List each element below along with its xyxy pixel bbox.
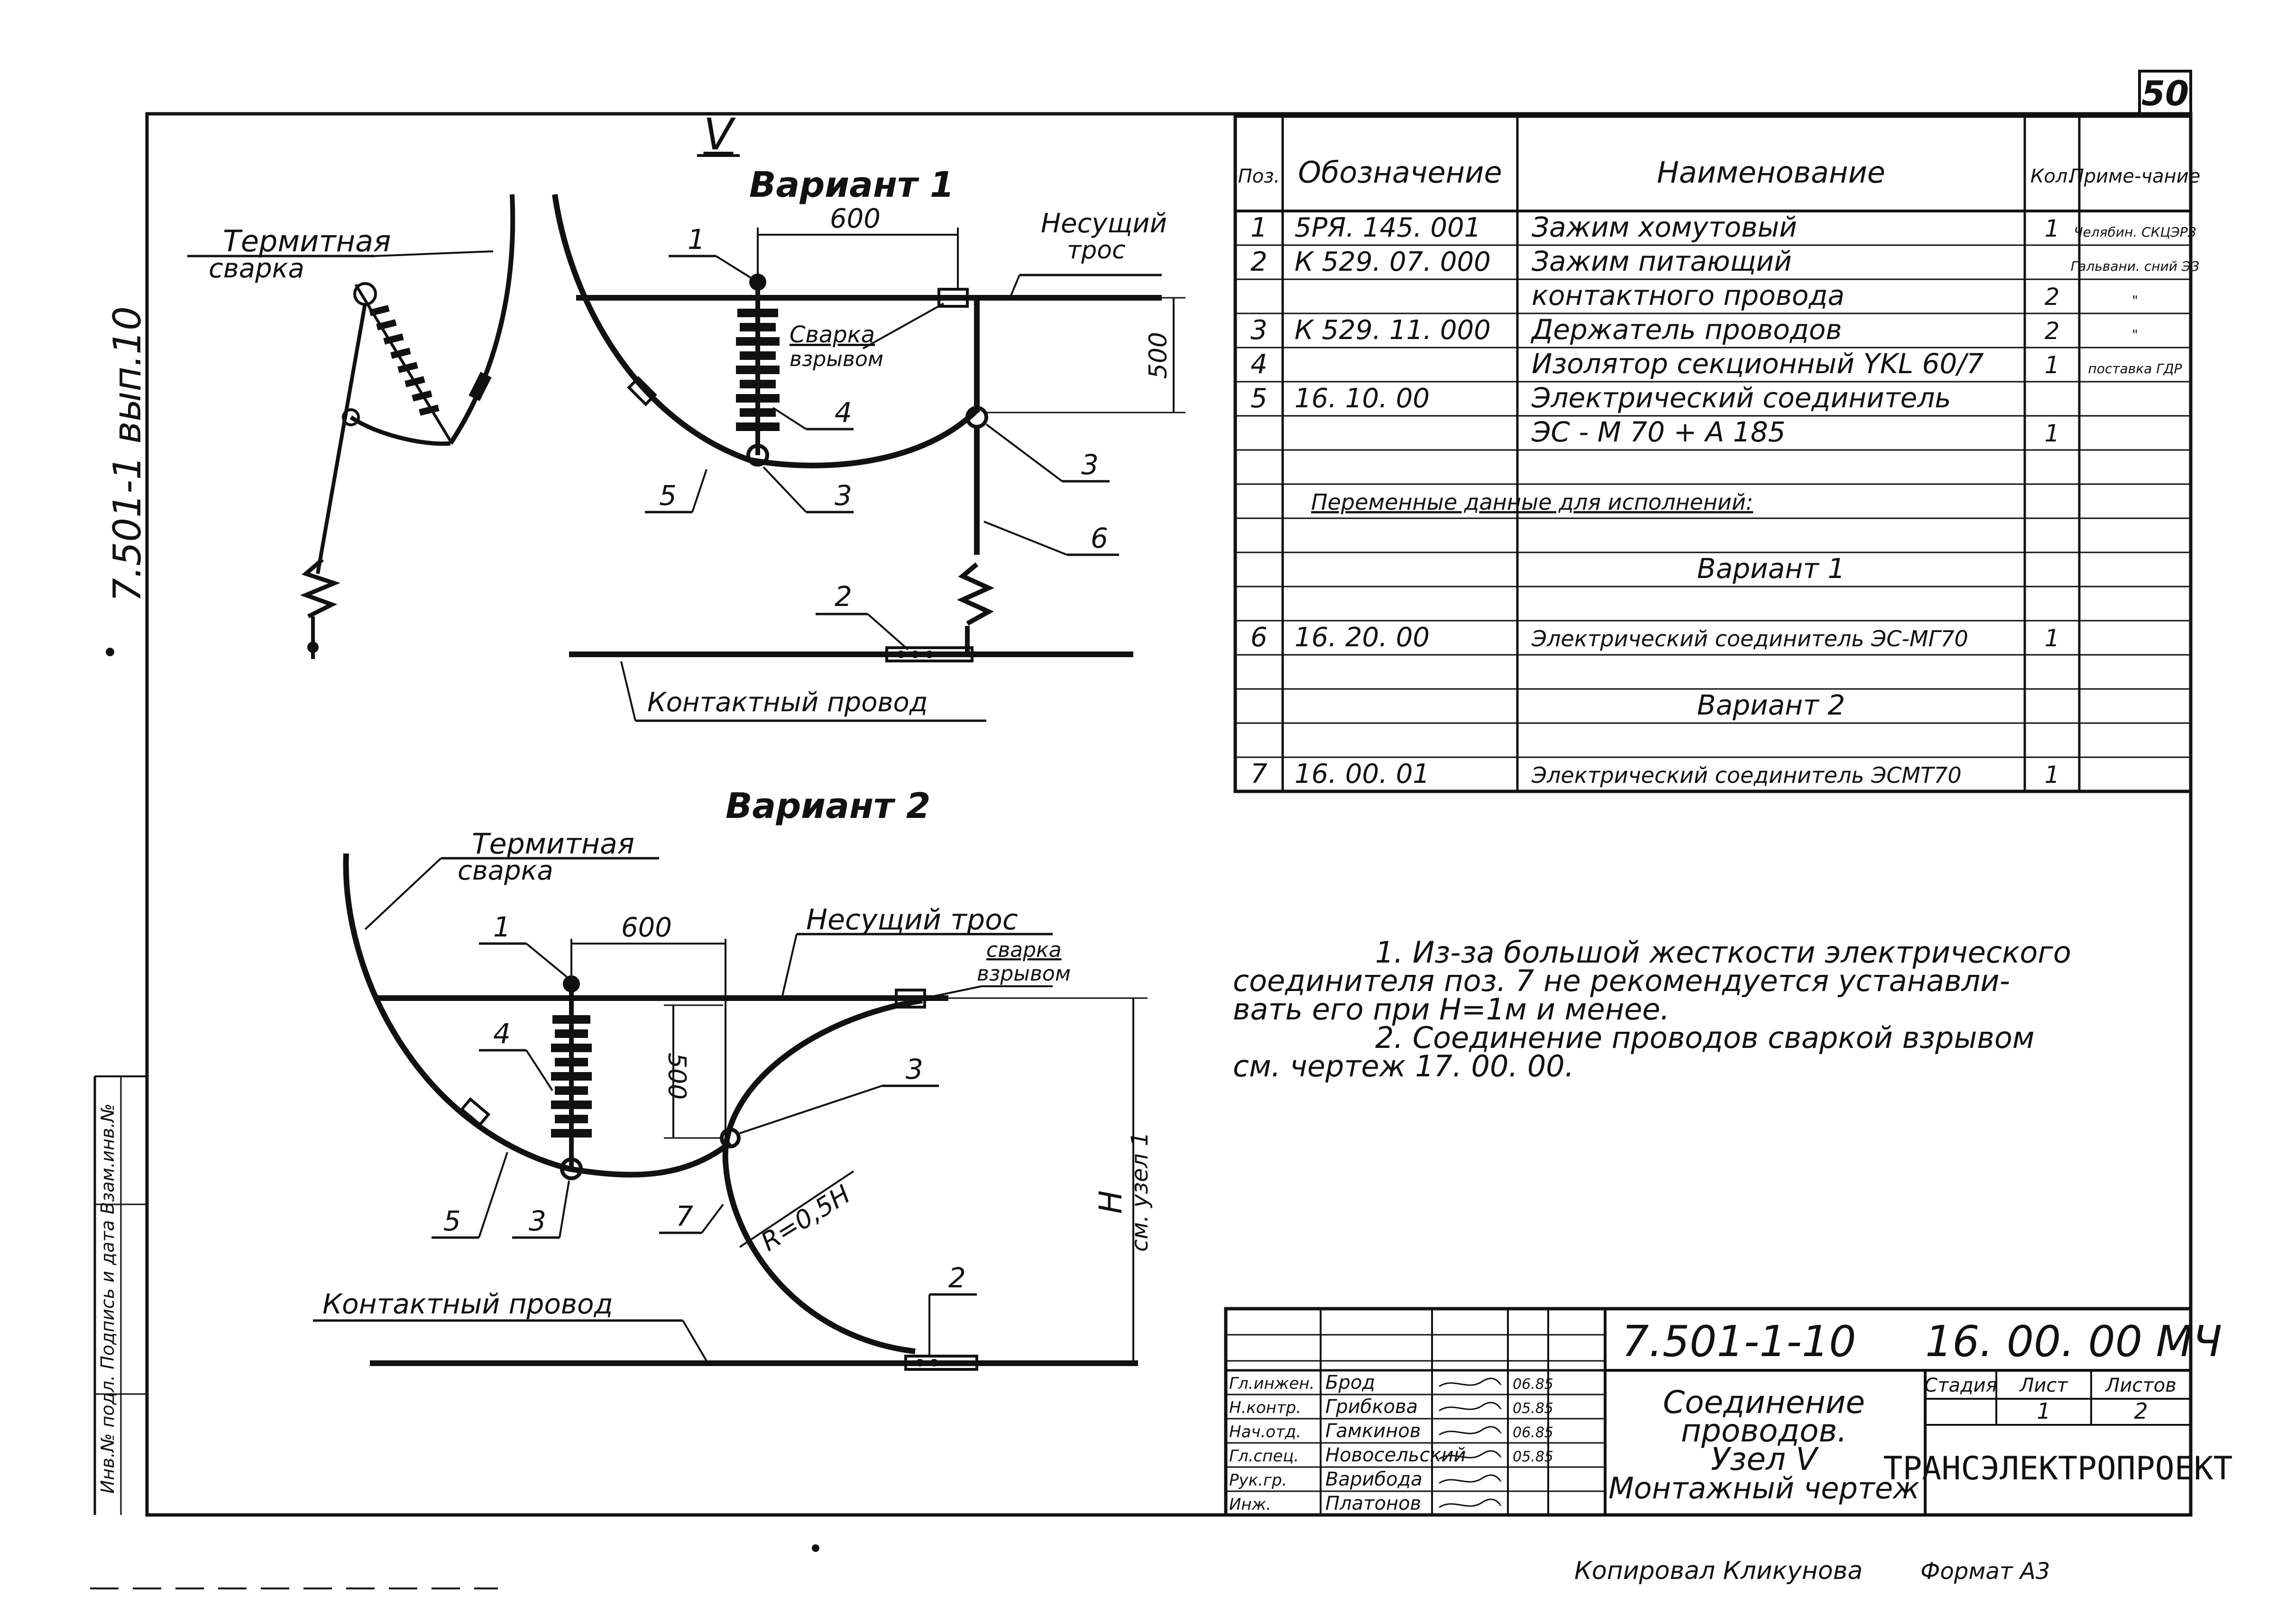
sheet-label: Лист <box>2020 1375 2068 1396</box>
v2-connector-7 <box>726 1000 922 1351</box>
note-1-line-3: вать его при Н=1м и менее. <box>1233 992 1670 1027</box>
v2-pos-3a: 3 <box>906 1053 923 1085</box>
punch-dot <box>106 648 114 656</box>
spec-cell-name: Электрический соединитель <box>1532 382 1951 414</box>
v1-carrier-label: Несущий <box>1041 208 1167 239</box>
spec-cell-pos: 3 <box>1250 315 1267 346</box>
staff-date: 05.85 <box>1513 1400 1553 1417</box>
spec-cell-pos: 1 <box>1250 212 1267 243</box>
title-line-1: Соединение <box>1662 1384 1865 1421</box>
spec-header-0: Поз. <box>1238 165 1280 187</box>
variant2-title: Вариант 2 <box>726 786 931 826</box>
spec-header-2: Наименование <box>1657 155 1885 190</box>
organization: ТРАНСЭЛЕКТРОПРОЕКТ <box>1883 1450 2233 1487</box>
spec-cell-qty: 1 <box>2044 420 2060 447</box>
notes <box>1233 935 2071 1083</box>
v1-explosion-label: Сварка <box>790 321 875 348</box>
left-strip-text: Инв.№ подл. Подпись и дата Взам.инв.№ <box>97 1103 118 1494</box>
signature-mark <box>1439 1499 1501 1507</box>
spec-cell-code: 16. 20. 00 <box>1295 622 1430 653</box>
v2-h-ref: см. узел 1 <box>1127 1131 1153 1252</box>
staff-role: Гл.спец. <box>1229 1447 1299 1466</box>
staff-role: Рук.гр. <box>1229 1471 1287 1490</box>
v2-pos-4: 4 <box>493 1018 511 1050</box>
staff-role: Н.контр. <box>1229 1398 1302 1417</box>
v2-thermit-label: Термитная <box>472 827 634 861</box>
spec-cell-code: К 529. 07. 000 <box>1295 247 1491 277</box>
staff-name: Брод <box>1325 1372 1375 1394</box>
v1-pos-1: 1 <box>688 223 705 256</box>
spec-cell-qty: 1 <box>2044 761 2060 789</box>
v1-dim-500: 500 <box>1144 332 1173 379</box>
spec-cell-qty: 2 <box>2044 317 2060 345</box>
spec-cell-name: Вариант 1 <box>1697 552 1846 585</box>
title-line-3: Узел V <box>1710 1441 1818 1477</box>
v2-contact-label: Контактный провод <box>322 1288 613 1320</box>
sheets-value: 2 <box>2134 1398 2148 1424</box>
copied-by: Копировал Кликунова <box>1574 1557 1863 1585</box>
v1-insulator-4 <box>736 274 780 465</box>
note-1-line-2: соединителя поз. 7 не рекомендуется устанавли- <box>1233 963 2010 998</box>
variant2-drawing <box>313 786 1153 1369</box>
signature-mark <box>1439 1378 1501 1386</box>
format-label: Формат А3 <box>1920 1558 2050 1585</box>
v1-pos-6: 6 <box>1091 522 1108 554</box>
drawing-code: 16. 00. 00 МЧ <box>1925 1317 2222 1367</box>
v1-pos-3b: 3 <box>835 479 852 512</box>
v1-pos-3a: 3 <box>1081 449 1099 481</box>
spec-cell-name: Зажим хомутовый <box>1532 211 1797 243</box>
staff-name: Грибкова <box>1325 1396 1418 1418</box>
spec-cell-qty: 1 <box>2044 624 2060 652</box>
spec-cell-note: " <box>2132 327 2138 342</box>
title-line-2: проводов. <box>1681 1413 1847 1449</box>
spec-header-3: Кол. <box>2030 165 2074 187</box>
staff-role: Нач.отд. <box>1229 1422 1302 1441</box>
node-label: V <box>703 109 734 160</box>
v2-h-label: H <box>1093 1190 1129 1214</box>
spec-cell-code: 16. 00. 01 <box>1295 759 1430 789</box>
v1-pos-5: 5 <box>659 479 677 512</box>
v1-thermit-label-2: сварка <box>209 253 304 284</box>
spec-cell-name: Переменные данные для исполнений: <box>1311 489 1754 515</box>
spec-header-1: Обозначение <box>1298 155 1502 190</box>
v1-contact-label: Контактный провод <box>647 687 928 718</box>
v1-left-insulator <box>355 284 439 413</box>
spec-cell-code: К 529. 11. 000 <box>1295 315 1491 346</box>
spec-cell-qty: 1 <box>2044 351 2060 379</box>
v1-thermit-label: Термитная <box>223 224 391 258</box>
staff-name: Платонов <box>1325 1493 1422 1514</box>
spec-cell-name: Вариант 2 <box>1697 689 1846 721</box>
stage-label: Стадия <box>1924 1375 1997 1396</box>
spec-cell-pos: 2 <box>1250 247 1267 277</box>
spec-cell-name: Электрический соединитель ЭСМТ70 <box>1532 762 1962 788</box>
v2-dim-500: 500 <box>662 1053 691 1100</box>
v2-dim-600: 600 <box>621 912 672 943</box>
v2-pos-2: 2 <box>948 1262 966 1294</box>
staff-role: Гл.инжен. <box>1229 1374 1315 1393</box>
v1-left-feeder <box>450 194 513 443</box>
page-number: 50 <box>2141 73 2189 113</box>
staff-date: 05.85 <box>1513 1449 1553 1465</box>
v2-insulator-4 <box>551 975 592 1178</box>
spec-cell-name: Изолятор секционный YKL 60/7 <box>1532 348 1984 380</box>
variant1-drawing <box>187 165 1185 721</box>
note-2-line-2: см. чертеж 17. 00. 00. <box>1233 1049 1574 1083</box>
spec-cell-name: Держатель проводов <box>1532 313 1842 346</box>
sheets-label: Листов <box>2105 1375 2177 1396</box>
v1-explosion-label-2: взрывом <box>790 347 884 371</box>
v2-explosion-label: сварка <box>986 938 1062 962</box>
signature-mark <box>1439 1475 1501 1483</box>
spec-cell-name: ЭС - М 70 + А 185 <box>1532 416 1786 448</box>
note-1-line-1: 1. Из-за большой жесткости электрического <box>1375 935 2071 970</box>
staff-name: Гамкинов <box>1325 1420 1421 1442</box>
spec-cell-pos: 6 <box>1250 622 1267 653</box>
v2-pos-7: 7 <box>676 1200 693 1232</box>
v2-carrier-label: Несущий трос <box>806 903 1018 936</box>
note-2-line-1: 2. Соединение проводов сваркой взрывом <box>1375 1020 2035 1055</box>
staff-date: 06.85 <box>1513 1376 1553 1393</box>
spec-cell-note: " <box>2132 293 2138 308</box>
spec-header-4: Приме-чание <box>2069 165 2201 187</box>
spec-cell-note: поставка ГДР <box>2088 361 2182 376</box>
specification-table <box>1235 116 2200 791</box>
spec-cell-pos: 4 <box>1250 349 1267 380</box>
signature-mark <box>1439 1403 1501 1411</box>
staff-name: Варибода <box>1325 1468 1423 1490</box>
signature-mark <box>1439 1427 1501 1435</box>
spec-cell-note: Челябин. СКЦЭРЗ <box>2074 224 2196 240</box>
spec-cell-qty: 2 <box>2044 283 2060 311</box>
v1-dim-600: 600 <box>830 203 881 234</box>
spec-cell-pos: 5 <box>1250 383 1267 414</box>
spec-cell-qty: 1 <box>2044 215 2060 242</box>
spec-cell-code: 16. 10. 00 <box>1295 383 1430 414</box>
staff-date: 06.85 <box>1513 1424 1553 1441</box>
spec-cell-note: Гальвани. сний ЭЗ <box>2070 258 2200 274</box>
variant1-title: Вариант 1 <box>749 165 955 205</box>
side-code: 7.501-1 вып.10 <box>105 306 149 602</box>
spec-cell-pos: 7 <box>1250 759 1267 789</box>
doc-code: 7.501-1-10 <box>1622 1317 1856 1367</box>
v2-pos-1: 1 <box>493 911 511 943</box>
title-line-4: Монтажный чертеж <box>1608 1471 1919 1505</box>
spec-cell-name: Зажим питающий <box>1532 245 1792 277</box>
staff-role: Инж. <box>1229 1495 1272 1514</box>
v2-explosion-label-2: взрывом <box>977 962 1071 986</box>
v2-pos-5: 5 <box>443 1205 461 1237</box>
spec-cell-code: 5РЯ. 145. 001 <box>1295 212 1481 243</box>
sheet-value: 1 <box>2037 1398 2051 1424</box>
v1-carrier-label-2: трос <box>1067 236 1126 265</box>
v2-radius-label: R=0,5H <box>755 1179 856 1257</box>
spec-cell-name: Электрический соединитель ЭС-МГ70 <box>1532 626 1968 651</box>
v1-pos-2: 2 <box>835 580 852 613</box>
v2-thermit-label-2: сварка <box>458 855 553 886</box>
v2-pos-3b: 3 <box>529 1205 546 1237</box>
spec-cell-name: контактного провода <box>1532 279 1845 312</box>
v1-pos-4: 4 <box>835 396 852 429</box>
staff-name: Новосельский <box>1325 1444 1466 1466</box>
